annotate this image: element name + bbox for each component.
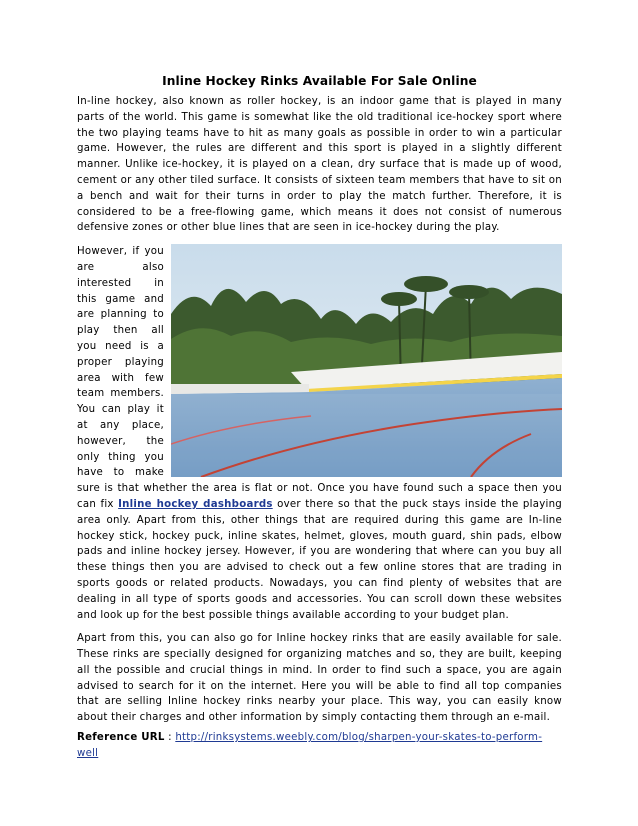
paragraph-equipment-text-2: over there so that the puck stays inside the playing area only. Apart from this, other things that are required during this game are In-line hockey stick, hockey puck, inline skates, helmet, gloves, mouth guard, shin pads, elbow pads and inline hockey jersey. However, if you are wondering that where can you buy all these things then you are advised to check out a few online stores that are trading in sports goods or related products. Nowadays, you can find plenty of websites that are dealing in all type of sports goods and accessories. You can scroll down these websites and look up for the best possible things available according to your budget plan. xyxy=(77,498,562,621)
page-title: Inline Hockey Rinks Available For Sale Online xyxy=(162,74,477,88)
hockey-rink-photo xyxy=(171,244,562,477)
paragraph-equipment xyxy=(77,244,562,623)
rink-illustration xyxy=(171,244,562,477)
reference-separator: : xyxy=(164,732,176,744)
paragraph-rinks: Apart from this, you can also go for Inline hockey rinks that are easily available for sale. These rinks are specially designed for organizing matches and so, they are built, keeping all the possible and crucial things in mind. In order to find such a space, you are again advised to search for it on the internet. Here you will be able to find all top companies that are selling Inline hockey rinks nearby your place. This way, you can easily know about their charges and other information by simply contacting them through an e-mail. xyxy=(77,633,562,724)
reference-url-link[interactable]: http://rinksystems.weebly.com/blog/sharpen-your-skates-to-perform-well xyxy=(77,732,543,759)
inline-hockey-dashboards-link[interactable]: Inline hockey dashboards xyxy=(118,498,273,510)
paragraph-intro: In-line hockey, also known as roller hockey, is an indoor game that is played in many parts of the world. This game is somewhat like the old traditional ice-hockey sport where the two playing teams have to hit as many goals as possible in order to win a particular game. However, the rules are different and this sport is played in a slightly different manner. Unlike ice-hockey, it is played on a clean, dry surface that is made up of wood, cement or any other tiled surface. It consists of sixteen team members that have to sit on a bench and wait for their turns in order to play the match further. Therefore, it is considered to be a free-flowing game, which means it does not consist of numerous defensive zones or other blue lines that are seen in ice-hockey during the play. xyxy=(77,96,562,234)
reference-line xyxy=(77,730,562,762)
paragraph-equipment-text-1: However, if you are also interested in this game and are planning to play then all you need is a proper playing area with few team members. You can play it at any place, however, the only thing you have to make sure is that whether the area is flat or not. Once you have found such a space then you can fix xyxy=(77,246,562,510)
document-page xyxy=(77,74,562,762)
reference-label: Reference URL xyxy=(77,732,165,744)
